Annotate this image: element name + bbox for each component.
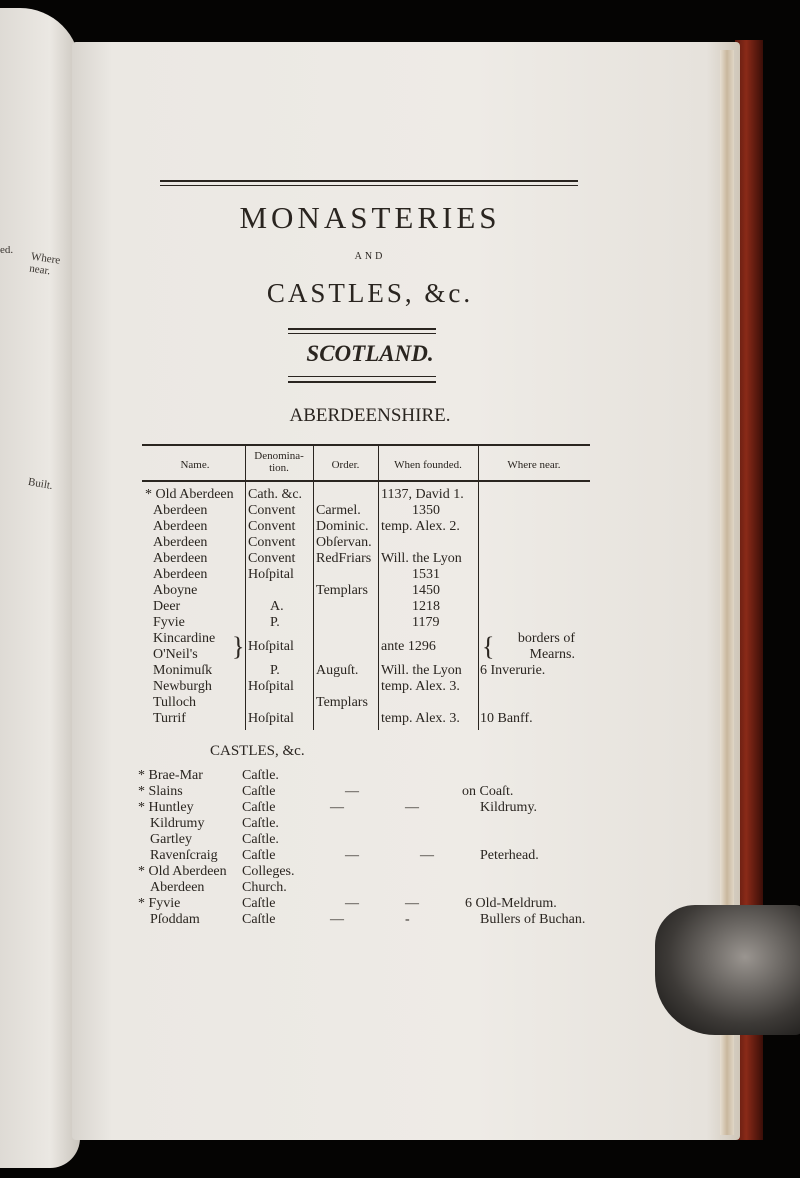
table-cell: 1218	[412, 599, 440, 614]
castle-cell: Caſtle	[242, 896, 276, 911]
castle-cell: —	[345, 848, 359, 863]
left-page	[0, 8, 80, 1168]
title-conjunction: AND	[354, 251, 386, 262]
table-cell: Aboyne	[153, 583, 198, 598]
table-header-rule	[142, 480, 590, 482]
country-heading: SCOTLAND.	[306, 341, 434, 366]
castle-cell: -	[405, 912, 410, 927]
left-page-fragment: ed.	[0, 244, 14, 256]
cell-where: borders of Mearns.	[517, 631, 575, 662]
castle-cell: Caſtle	[242, 784, 276, 799]
table-cell: 6 Inverurie.	[480, 663, 546, 678]
castle-cell: Aberdeen	[150, 880, 205, 895]
table-cell: Obſervan.	[316, 535, 372, 550]
castle-cell: —	[405, 896, 419, 911]
table-cell: Will. the Lyon	[381, 551, 462, 566]
column-header: Name.	[180, 459, 210, 471]
castle-cell: Caſtle.	[242, 768, 279, 783]
castle-cell: Caſtle	[242, 800, 276, 815]
table-cell: Turrif	[153, 711, 186, 726]
table-cell: RedFriars	[316, 551, 372, 566]
table-cell: * Old Aberdeen	[145, 487, 234, 502]
table-cell: Hoſpital	[248, 639, 294, 654]
table-cell: 1450	[412, 583, 440, 598]
table-cell: Aberdeen	[153, 519, 208, 534]
table-cell: Aberdeen	[153, 535, 208, 550]
left-page-fragment: Where near.	[28, 250, 61, 278]
page-title: MONASTERIES	[239, 200, 501, 235]
table-cell: P.	[270, 663, 280, 678]
column-divider	[378, 446, 379, 730]
table-cell: Deer	[153, 599, 181, 614]
rule	[288, 328, 436, 330]
castle-cell: 6 Old-Meldrum.	[465, 896, 557, 911]
castle-cell: —	[330, 800, 344, 815]
column-header: Order.	[331, 459, 360, 471]
castle-cell: Caſtle	[242, 912, 276, 927]
castles-heading: CASTLES, &c.	[210, 743, 305, 759]
column-header: Denomina- tion.	[254, 450, 304, 474]
table-cell: 10 Banff.	[480, 711, 533, 726]
castle-cell: * Fyvie	[138, 896, 181, 911]
castle-cell: * Huntley	[138, 800, 194, 815]
table-cell: Convent	[248, 535, 296, 550]
castle-cell: Colleges.	[242, 864, 295, 879]
rule	[288, 333, 436, 334]
table-cell: 1531	[412, 567, 440, 582]
table-cell: Fyvie	[153, 615, 185, 630]
table-cell: temp. Alex. 2.	[381, 519, 460, 534]
table-cell: Convent	[248, 503, 296, 518]
brace-icon: }	[232, 632, 245, 661]
castle-cell: on Coaſt.	[462, 784, 514, 799]
table-cell: Templars	[316, 695, 368, 710]
table-cell: Will. the Lyon	[381, 663, 462, 678]
column-header: Where near.	[507, 459, 561, 471]
top-rule	[160, 185, 578, 186]
castle-cell: Church.	[242, 880, 287, 895]
castle-cell: Caſtle.	[242, 832, 279, 847]
top-rule	[160, 180, 578, 182]
table-cell: A.	[270, 599, 284, 614]
castle-cell: Peterhead.	[480, 848, 539, 863]
table-cell: Tulloch	[153, 695, 197, 710]
table-cell: temp. Alex. 3.	[381, 711, 460, 726]
table-cell: 1137, David 1.	[381, 487, 464, 502]
left-page-fragment: Built.	[27, 475, 54, 493]
table-cell: ante 1296	[381, 639, 436, 654]
table-cell: temp. Alex. 3.	[381, 679, 460, 694]
table-cell: Hoſpital	[248, 711, 294, 726]
castle-cell: Pſoddam	[150, 912, 200, 927]
table-cell: Aberdeen	[153, 503, 208, 518]
table-cell: Cath. &c.	[248, 487, 303, 502]
table-cell: Templars	[316, 583, 368, 598]
castle-cell: —	[330, 912, 344, 927]
cell-name: Kincardine O'Neil's	[153, 631, 216, 662]
table-cell: Monimuſk	[153, 663, 213, 678]
castle-cell: Ravenſcraig	[150, 848, 218, 863]
table-cell: Newburgh	[153, 679, 212, 694]
castle-cell: —	[345, 784, 359, 799]
column-divider	[478, 446, 479, 730]
castle-cell: —	[420, 848, 434, 863]
castle-cell: Bullers of Buchan.	[480, 912, 586, 927]
table-cell: P.	[270, 615, 280, 630]
table-top-rule	[142, 444, 590, 446]
page-subtitle: CASTLES, &c.	[266, 278, 474, 308]
column-divider	[313, 446, 314, 730]
castle-cell: * Slains	[138, 784, 183, 799]
county-heading: ABERDEENSHIRE.	[289, 405, 451, 426]
column-divider	[245, 446, 246, 730]
castle-cell: —	[345, 896, 359, 911]
castle-cell: Caſtle	[242, 848, 276, 863]
castle-cell: Kildrumy	[150, 816, 205, 831]
table-cell: Aberdeen	[153, 551, 208, 566]
table-cell: Carmel.	[316, 503, 361, 518]
table-cell: Hoſpital	[248, 679, 294, 694]
table-cell: Hoſpital	[248, 567, 294, 582]
castle-cell: Kildrumy.	[480, 800, 538, 815]
castle-cell: Gartley	[150, 832, 192, 847]
table-cell: 1179	[412, 615, 440, 630]
column-header: When founded.	[394, 459, 462, 471]
table-cell: Convent	[248, 519, 296, 534]
table-cell: Convent	[248, 551, 296, 566]
table-cell: Aberdeen	[153, 567, 208, 582]
castle-cell: * Old Aberdeen	[138, 864, 227, 879]
castle-cell: —	[405, 800, 419, 815]
brace-icon: {	[482, 632, 495, 661]
table-cell: Auguſt.	[316, 663, 359, 678]
rule	[288, 381, 436, 383]
page-clip	[655, 905, 800, 1035]
table-cell: 1350	[412, 503, 440, 518]
rule	[288, 376, 436, 377]
table-cell: Dominic.	[316, 519, 369, 534]
castle-cell: Caſtle.	[242, 816, 279, 831]
castle-cell: * Brae-Mar	[138, 768, 203, 783]
